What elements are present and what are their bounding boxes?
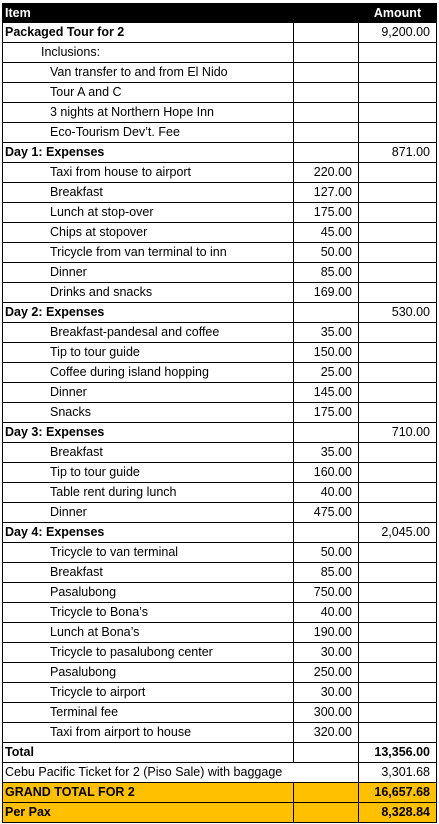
expense-row — [2, 183, 437, 203]
day-total: 2,045.00 — [359, 523, 437, 543]
expense-cost: 30.00 — [294, 683, 359, 703]
expense-cost: 30.00 — [294, 643, 359, 663]
expense-name: Tricycle to pasalubong center — [2, 643, 294, 663]
expense-cost: 50.00 — [294, 543, 359, 563]
per-pax-row — [2, 803, 437, 823]
expense-row — [2, 403, 437, 423]
expense-row — [2, 663, 437, 683]
expense-cost: 127.00 — [294, 183, 359, 203]
expense-name: Breakfast-pandesal and coffee — [2, 323, 294, 343]
expense-row — [2, 503, 437, 523]
expense-row — [2, 463, 437, 483]
table-header — [2, 3, 437, 23]
expense-cost: 40.00 — [294, 603, 359, 623]
expense-name: Tricycle from van terminal to inn — [2, 243, 294, 263]
amount-column-header: Amount — [359, 3, 437, 23]
inclusion-label: Eco-Tourism Dev’t. Fee — [2, 123, 294, 143]
expense-cost: 85.00 — [294, 263, 359, 283]
expense-cost: 475.00 — [294, 503, 359, 523]
expense-row — [2, 363, 437, 383]
expense-cost: 160.00 — [294, 463, 359, 483]
day-total: 871.00 — [359, 143, 437, 163]
inclusion-item — [2, 63, 437, 83]
day-header-row — [2, 523, 437, 543]
expense-name: Tricycle to Bona’s — [2, 603, 294, 623]
expense-cost: 145.00 — [294, 383, 359, 403]
expense-cost: 300.00 — [294, 703, 359, 723]
expense-row — [2, 383, 437, 403]
expense-name: Taxi from house to airport — [2, 163, 294, 183]
day-header-row — [2, 423, 437, 443]
inclusion-item — [2, 103, 437, 123]
expense-row — [2, 483, 437, 503]
expense-cost: 40.00 — [294, 483, 359, 503]
day-label: Day 1: Expenses — [2, 143, 294, 163]
expense-row — [2, 443, 437, 463]
expense-row — [2, 683, 437, 703]
expense-row — [2, 243, 437, 263]
day-label: Day 3: Expenses — [2, 423, 294, 443]
expense-row — [2, 603, 437, 623]
total-row — [2, 743, 437, 763]
expense-row — [2, 203, 437, 223]
grand-total-row — [2, 783, 437, 803]
expense-cost: 220.00 — [294, 163, 359, 183]
expense-row — [2, 703, 437, 723]
inclusions-label: Inclusions: — [2, 43, 294, 63]
expense-name: Tip to tour guide — [2, 343, 294, 363]
packaged-tour-row — [2, 23, 437, 43]
ticket-label: Cebu Pacific Ticket for 2 (Piso Sale) with baggage — [2, 763, 359, 783]
day-label: Day 4: Expenses — [2, 523, 294, 543]
per-pax-value: 8,328.84 — [359, 803, 437, 823]
per-pax-label: Per Pax — [2, 803, 294, 823]
expense-cost: 750.00 — [294, 583, 359, 603]
ticket-value: 3,301.68 — [359, 763, 437, 783]
expense-row — [2, 543, 437, 563]
expense-cost: 175.00 — [294, 203, 359, 223]
expense-row — [2, 283, 437, 303]
packaged-tour-label: Packaged Tour for 2 — [2, 23, 294, 43]
expense-name: Breakfast — [2, 183, 294, 203]
expense-name: Snacks — [2, 403, 294, 423]
expense-cost: 190.00 — [294, 623, 359, 643]
expense-name: Terminal fee — [2, 703, 294, 723]
packaged-tour-amount: 9,200.00 — [359, 23, 437, 43]
expense-name: Taxi from airport to house — [2, 723, 294, 743]
expense-name: Dinner — [2, 263, 294, 283]
expense-name: Lunch at Bona’s — [2, 623, 294, 643]
expense-name: Tricycle to van terminal — [2, 543, 294, 563]
expense-row — [2, 163, 437, 183]
expense-name: Lunch at stop-over — [2, 203, 294, 223]
expense-cost: 150.00 — [294, 343, 359, 363]
expense-name: Chips at stopover — [2, 223, 294, 243]
cost-column-header — [294, 3, 359, 23]
inclusions-row — [2, 43, 437, 63]
expense-name: Dinner — [2, 503, 294, 523]
day-header-row — [2, 303, 437, 323]
day-label: Day 2: Expenses — [2, 303, 294, 323]
expense-cost: 175.00 — [294, 403, 359, 423]
expense-name: Pasalubong — [2, 583, 294, 603]
expense-row — [2, 643, 437, 663]
expense-cost: 25.00 — [294, 363, 359, 383]
expense-row — [2, 723, 437, 743]
expense-table — [2, 3, 437, 823]
inclusion-item — [2, 83, 437, 103]
expense-name: Tricycle to airport — [2, 683, 294, 703]
expense-name: Breakfast — [2, 563, 294, 583]
day-total: 710.00 — [359, 423, 437, 443]
day-header-row — [2, 143, 437, 163]
item-column-header: Item — [2, 3, 294, 23]
grand-total-value: 16,657.68 — [359, 783, 437, 803]
total-label: Total — [2, 743, 294, 763]
expense-cost: 320.00 — [294, 723, 359, 743]
expense-cost: 50.00 — [294, 243, 359, 263]
grand-total-label: GRAND TOTAL FOR 2 — [2, 783, 294, 803]
total-value: 13,356.00 — [359, 743, 437, 763]
expense-cost: 250.00 — [294, 663, 359, 683]
expense-name: Coffee during island hopping — [2, 363, 294, 383]
expense-name: Table rent during lunch — [2, 483, 294, 503]
inclusion-label: Tour A and C — [2, 83, 294, 103]
expense-cost: 35.00 — [294, 443, 359, 463]
expense-name: Pasalubong — [2, 663, 294, 683]
expense-row — [2, 323, 437, 343]
expense-cost: 35.00 — [294, 323, 359, 343]
expense-row — [2, 583, 437, 603]
inclusion-label: Van transfer to and from El Nido — [2, 63, 294, 83]
expense-cost: 85.00 — [294, 563, 359, 583]
expense-row — [2, 623, 437, 643]
expense-row — [2, 223, 437, 243]
expense-cost: 169.00 — [294, 283, 359, 303]
expense-name: Dinner — [2, 383, 294, 403]
ticket-row — [2, 763, 437, 783]
expense-name: Breakfast — [2, 443, 294, 463]
inclusion-item — [2, 123, 437, 143]
expense-name: Tip to tour guide — [2, 463, 294, 483]
expense-row — [2, 563, 437, 583]
expense-name: Drinks and snacks — [2, 283, 294, 303]
expense-row — [2, 343, 437, 363]
expense-cost: 45.00 — [294, 223, 359, 243]
inclusion-label: 3 nights at Northern Hope Inn — [2, 103, 294, 123]
day-total: 530.00 — [359, 303, 437, 323]
expense-row — [2, 263, 437, 283]
